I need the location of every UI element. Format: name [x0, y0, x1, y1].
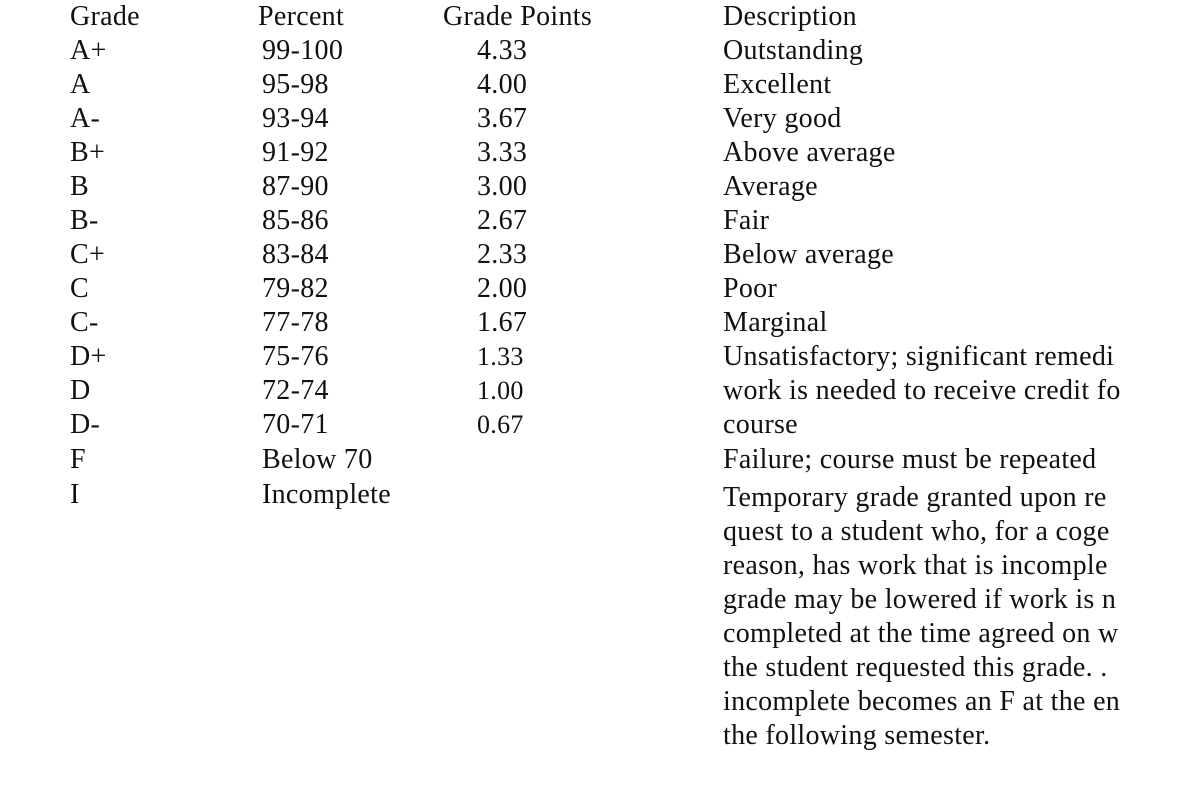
header-percent: Percent — [258, 1, 345, 32]
row-description: Very good — [723, 103, 842, 134]
row-grade: D- — [70, 409, 101, 440]
row-description: the following semester. — [723, 720, 991, 751]
row-description: quest to a student who, for a coge — [723, 516, 1110, 547]
row-description: Unsatisfactory; significant remedi — [723, 341, 1115, 372]
row-grade: D+ — [70, 341, 107, 372]
row-grade-points: 0.67 — [477, 410, 524, 439]
row-grade: C- — [70, 307, 99, 338]
row-description: Temporary grade granted upon re — [723, 482, 1107, 513]
row-grade-points: 1.33 — [477, 342, 524, 371]
row-percent: 95-98 — [262, 69, 329, 100]
row-description: Average — [723, 171, 818, 202]
row-grade-points: 2.33 — [477, 239, 528, 270]
header-description: Description — [723, 1, 857, 32]
row-grade: B — [70, 171, 89, 202]
row-grade: B- — [70, 205, 99, 236]
row-grade: A — [70, 69, 91, 100]
row-percent: Incomplete — [262, 479, 391, 510]
row-description: Poor — [723, 273, 778, 304]
row-description: Below average — [723, 239, 895, 270]
row-description: Excellent — [723, 69, 832, 100]
row-percent: 93-94 — [262, 103, 329, 134]
row-percent: 72-74 — [262, 375, 329, 406]
row-description: Failure; course must be repeated — [723, 444, 1097, 475]
row-percent: 91-92 — [262, 137, 329, 168]
row-percent: 75-76 — [262, 341, 329, 372]
row-percent: 70-71 — [262, 409, 329, 440]
row-grade-points: 3.33 — [477, 137, 528, 168]
row-description: Marginal — [723, 307, 828, 338]
row-grade: B+ — [70, 137, 106, 168]
header-grade: Grade — [70, 1, 140, 32]
row-description: Above average — [723, 137, 896, 168]
row-description: the student requested this grade. . — [723, 652, 1108, 683]
row-description: work is needed to receive credit fo — [723, 375, 1121, 406]
row-percent: 79-82 — [262, 273, 329, 304]
header-grade-points: Grade Points — [443, 1, 593, 32]
row-percent: 85-86 — [262, 205, 329, 236]
row-grade: C+ — [70, 239, 106, 270]
row-percent: 99-100 — [262, 35, 344, 66]
row-grade: A- — [70, 103, 101, 134]
row-percent: 77-78 — [262, 307, 329, 338]
row-percent: 83-84 — [262, 239, 329, 270]
row-grade-points: 4.33 — [477, 35, 528, 66]
row-grade: I — [70, 479, 80, 510]
row-percent: 87-90 — [262, 171, 329, 202]
row-grade: F — [70, 444, 86, 475]
row-grade-points: 4.00 — [477, 69, 528, 100]
row-grade-points: 1.67 — [477, 307, 528, 338]
row-percent: Below 70 — [262, 444, 373, 475]
row-description: course — [723, 409, 798, 440]
row-grade: A+ — [70, 35, 107, 66]
row-grade-points: 2.67 — [477, 205, 528, 236]
row-grade-points: 1.00 — [477, 376, 524, 405]
row-description: Outstanding — [723, 35, 864, 66]
row-grade-points: 3.67 — [477, 103, 528, 134]
row-description: grade may be lowered if work is n — [723, 584, 1117, 615]
row-grade-points: 3.00 — [477, 171, 528, 202]
row-description: completed at the time agreed on w — [723, 618, 1119, 649]
row-description: reason, has work that is incomple — [723, 550, 1108, 581]
row-grade: C — [70, 273, 89, 304]
row-description: incomplete becomes an F at the en — [723, 686, 1121, 717]
row-description: Fair — [723, 205, 770, 236]
row-grade: D — [70, 375, 91, 406]
row-grade-points: 2.00 — [477, 273, 528, 304]
